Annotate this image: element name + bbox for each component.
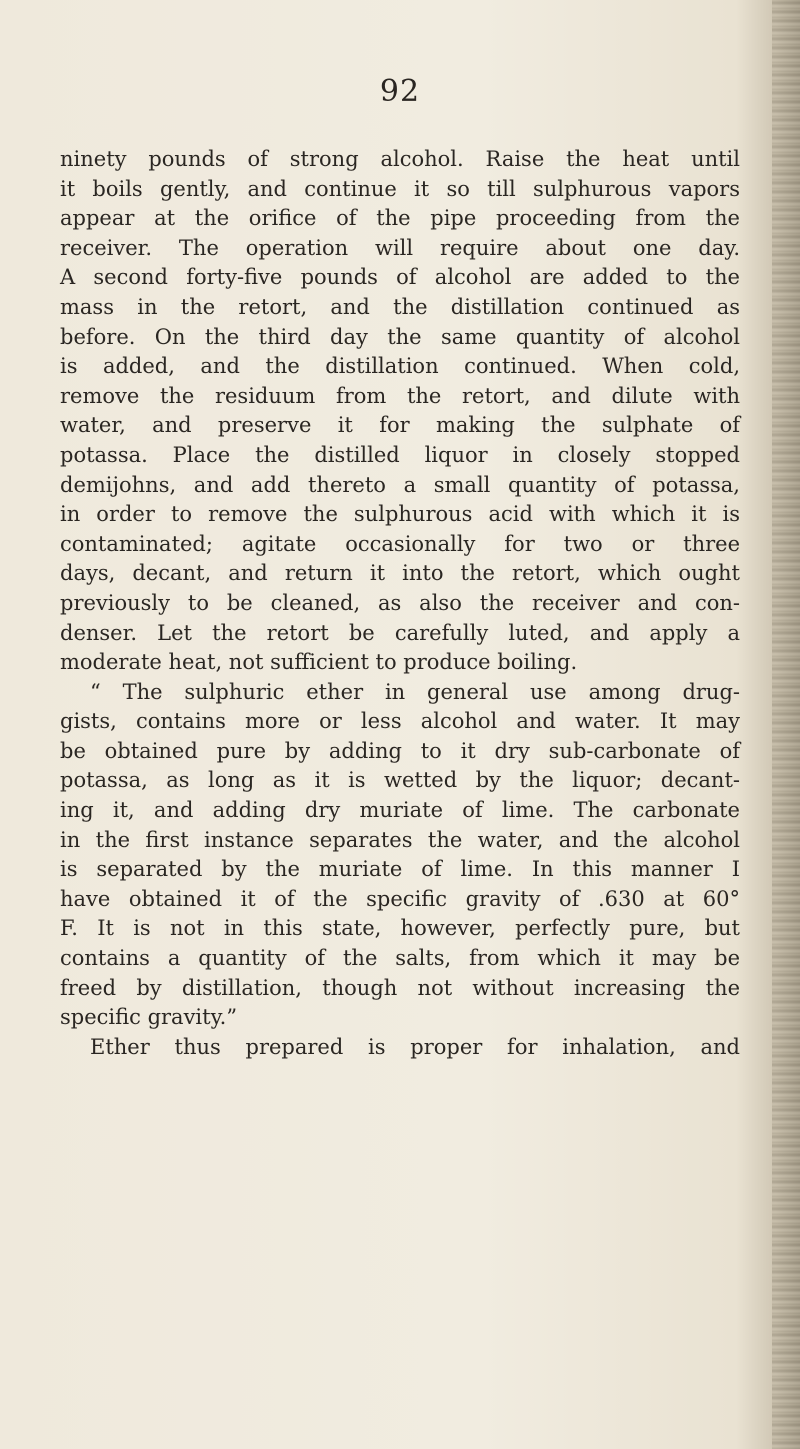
text-line: in order to remove the sulphurous acid with which it is [60,502,740,527]
text-line: remove the residuum from the retort, and dilute with [60,383,740,408]
text-line: previously to be cleaned, as also the receiver and con- [60,590,740,615]
text-line: in the first instance separates the water, and the alcohol [60,827,740,852]
text-line: gists, contains more or less alcohol and water. It may [60,709,740,734]
text-line: days, decant, and return it into the retort, which ought [60,561,740,586]
body-text [60,145,740,1062]
text-line: have obtained it of the specific gravity of .630 at 60° [60,886,740,911]
text-line: potassa. Place the distilled liquor in closely stopped [60,442,740,467]
text-line: potassa, as long as it is wetted by the liquor; decant- [60,768,740,793]
text-line: is added, and the distillation continued. When cold, [60,354,740,379]
text-line: ing it, and adding dry muriate of lime. The carbonate [60,798,740,823]
text-line: Ether thus prepared is proper for inhalation, and [90,1034,740,1059]
text-line: receiver. The operation will require about one day. [60,235,740,260]
text-line: demijohns, and add thereto a small quantity of potassa, [60,472,740,497]
text-line: denser. Let the retort be carefully luted, and apply a [60,620,740,645]
text-line: mass in the retort, and the distillation continued as [60,294,740,319]
text-line: it boils gently, and continue it so till sulphurous vapors [60,176,740,201]
page-number: 92 [379,74,421,109]
text-line: moderate heat, not sufficient to produce boiling. [60,650,578,675]
text-line: ninety pounds of strong alcohol. Raise the heat until [60,147,740,171]
text-line: contains a quantity of the salts, from which it may be [60,946,740,971]
text-line: A second forty-five pounds of alcohol are added to the [60,265,740,290]
text-line: appear at the orifice of the pipe proceeding from the [60,206,740,231]
text-line: is separated by the muriate of lime. In this manner I [60,857,740,882]
text-line: be obtained pure by adding to it dry sub-carbonate of [60,738,740,763]
text-line: water, and preserve it for making the sulphate of [60,413,740,438]
text-line: “ The sulphuric ether in general use among drug- [90,679,740,704]
text-line: contaminated; agitate occasionally for two or three [60,531,740,556]
text-line: F. It is not in this state, however, perfectly pure, but [60,916,740,941]
text-line: freed by distillation, though not without increasing the [60,975,740,1000]
page-edge [772,0,800,1449]
text-line: specific gravity.” [60,1005,238,1030]
text-line: before. On the third day the same quantity of alcohol [60,324,740,349]
